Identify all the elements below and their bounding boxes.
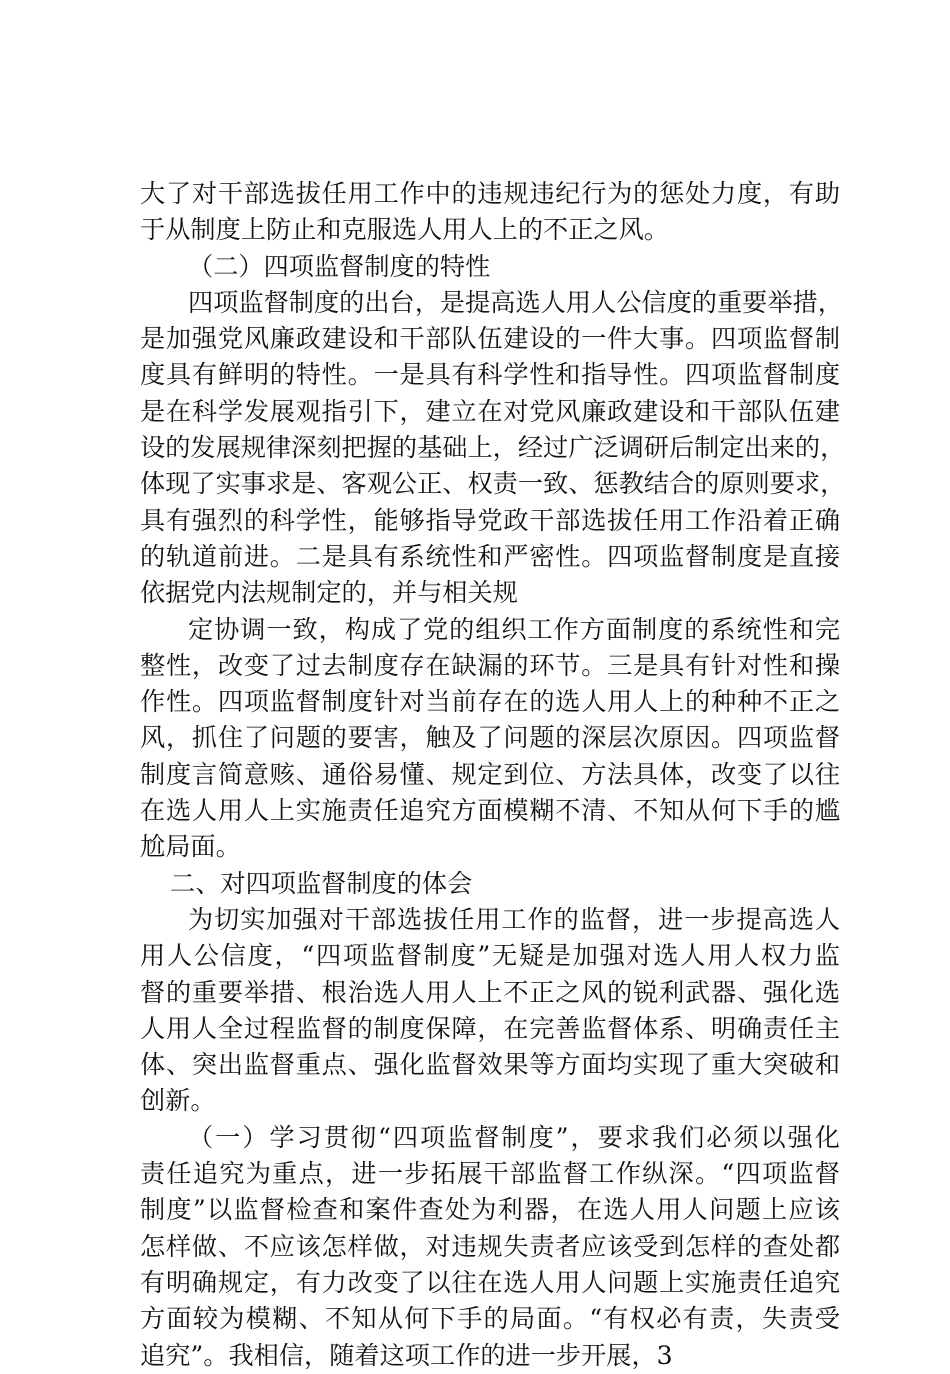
- text-line: 度具有鲜明的特性。一是具有科学性和指导性。四项监督制度: [140, 360, 840, 390]
- text-line: 于从制度上防止和克服选人用人上的不正之风。: [140, 215, 669, 245]
- text-line: 方面较为模糊、不知从何下手的局面。“有权必有责，失责受: [140, 1304, 840, 1334]
- text-line: 依据党内法规制定的，并与相关规: [140, 578, 518, 608]
- text-line: 定协调一致，构成了党的组织工作方面制度的系统性和完: [188, 614, 840, 644]
- text-line: 具有强烈的科学性，能够指导党政干部选拔任用工作沿着正确: [140, 505, 840, 535]
- text-line: 设的发展规律深刻把握的基础上，经过广泛调研后制定出来的，: [140, 433, 846, 463]
- text-line: 整性，改变了过去制度存在缺漏的环节。三是具有针对性和操: [140, 650, 840, 680]
- text-line: 的轨道前进。二是具有系统性和严密性。四项监督制度是直接: [140, 541, 840, 571]
- text-line: 制度言简意赅、通俗易懂、规定到位、方法具体，改变了以往: [140, 759, 840, 789]
- text-line: 创新。: [140, 1086, 216, 1116]
- text-line: 用人公信度，“四项监督制度”无疑是加强对选人用人权力监: [140, 941, 840, 971]
- text-line: 是在科学发展观指引下，建立在对党风廉政建设和干部队伍建: [140, 396, 840, 426]
- section-heading: 二、对四项监督制度的体会: [170, 868, 473, 898]
- text-line: 责任追究为重点，进一步拓展干部监督工作纵深。“四项监督: [140, 1159, 840, 1189]
- text-line: 人用人全过程监督的制度保障，在完善监督体系、明确责任主: [140, 1013, 840, 1043]
- section-heading: （二）四项监督制度的特性: [188, 251, 491, 281]
- text-line: 体、突出监督重点、强化监督效果等方面均实现了重大突破和: [140, 1050, 840, 1080]
- text-line: 追究”。我相信，随着这项工作的进一步开展，3: [140, 1340, 673, 1370]
- text-line: 体现了实事求是、客观公正、权责一致、惩教结合的原则要求，: [140, 469, 846, 499]
- text-line: 督的重要举措、根治选人用人上不正之风的锐利武器、强化选: [140, 977, 840, 1007]
- text-line: 怎样做、不应该怎样做，对违规失责者应该受到怎样的查处都: [140, 1231, 840, 1261]
- text-line: 有明确规定，有力改变了以往在选人用人问题上实施责任追究: [140, 1267, 840, 1297]
- text-line: 作性。四项监督制度针对当前存在的选人用人上的种种不正之: [140, 687, 840, 717]
- text-line: 为切实加强对干部选拔任用工作的监督，进一步提高选人: [188, 904, 840, 934]
- text-line: 四项监督制度的出台，是提高选人用人公信度的重要举措，: [188, 287, 843, 317]
- text-line: 尬局面。: [140, 832, 241, 862]
- text-line: 风，抓住了问题的要害，触及了问题的深层次原因。四项监督: [140, 723, 840, 753]
- text-line: （一）学习贯彻“四项监督制度”，要求我们必须以强化: [188, 1122, 840, 1152]
- text-line: 制度”以监督检查和案件查处为利器，在选人用人问题上应该: [140, 1195, 840, 1225]
- body-text: [140, 176, 846, 1374]
- text-line: 大了对干部选拔任用工作中的违规违纪行为的惩处力度，有助: [140, 179, 840, 208]
- text-line: 在选人用人上实施责任追究方面模糊不清、不知从何下手的尴: [140, 796, 840, 826]
- text-line: 是加强党风廉政建设和干部队伍建设的一件大事。四项监督制: [140, 324, 840, 354]
